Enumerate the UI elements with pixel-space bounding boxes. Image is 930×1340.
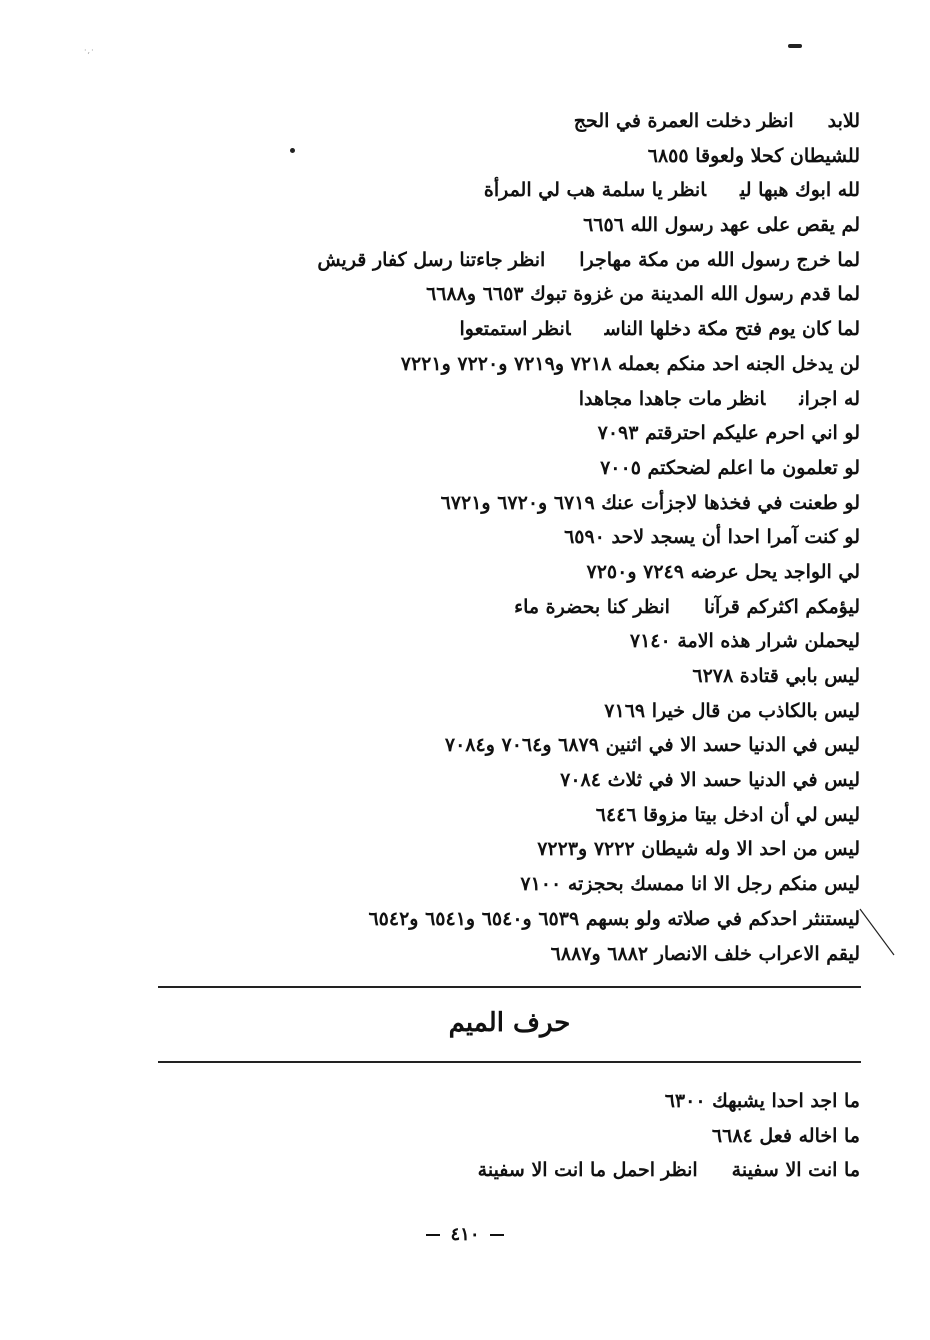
index-entry [170, 347, 860, 382]
section-rule-bottom [158, 1061, 861, 1063]
section-rule-top [158, 986, 861, 988]
entry-text: ليس من احد الا وله شيطان ٧٢٢٢ و٧٢٢٣ [537, 838, 860, 861]
see-word: انظر [533, 318, 571, 341]
section-heading: حرف الميم [448, 1008, 571, 1038]
index-entry [170, 1153, 860, 1188]
index-entry [170, 832, 860, 867]
index-entry [170, 659, 860, 694]
index-entry [170, 555, 860, 590]
entry-text: لو اني احرم عليكم احترقتم ٧٠٩٣ [597, 422, 860, 445]
page-number [0, 1220, 930, 1250]
see-reference: مات جاهدا مجاهدا [578, 387, 723, 410]
index-entry [170, 763, 860, 798]
index-entry [170, 937, 860, 972]
entry-text: لما خرج رسول الله من مكة مهاجرا [579, 248, 860, 271]
entry-text: ما انت الا سفينة [731, 1159, 860, 1182]
top-ink-mark [788, 44, 802, 48]
entry-text: لم يقص على عهد رسول الله ٦٦٥٦ [583, 214, 860, 237]
index-entry [170, 208, 860, 243]
dash-left [490, 1234, 504, 1236]
entry-text: ليس لي أن ادخل بيتا مزوقا ٦٤٤٦ [595, 803, 860, 826]
see-word: انظر [668, 179, 707, 202]
entry-text: ليس في الدنيا حسد الا في ثلاث ٧٠٨٤ [560, 769, 860, 792]
entry-text: لو كنت آمرا احدا أن يسجد لاحد ٦٥٩٠ [564, 526, 860, 549]
index-entry [170, 1119, 860, 1154]
entry-text: ما اخاله فعل ٦٦٨٤ [711, 1124, 860, 1147]
see-word: انظر [508, 248, 546, 271]
see-reference: احمل ما انت الا سفينة [477, 1159, 656, 1182]
corner-scan-mark: ·,· [84, 46, 95, 55]
see-word: انظر [728, 387, 766, 410]
page-number-value: ٤١٠ [450, 1224, 480, 1245]
index-entry [170, 173, 860, 208]
see-reference: جاءتنا رسل كفار قريش [317, 248, 503, 271]
entry-text: لن يدخل الجنه احد منكم بعمله ٧٢١٨ و٧٢١٩ و٧٢٢٠ و٧٢٢١ [400, 352, 860, 375]
index-entry [170, 867, 860, 902]
index-entries-mim [170, 1084, 860, 1188]
entry-text: لما قدم رسول الله المدينة من غزوة تبوك ٦٦٥٣ و٦٦٨٨ [426, 283, 860, 306]
index-entry [170, 590, 860, 625]
margin-pen-stroke [858, 905, 898, 965]
entry-text: ليس بالكاذب من قال خيرا ٧١٦٩ [604, 699, 860, 722]
entry-text: ليس منكم رجل الا انا ممسك بحجزته ٧١٠٠ [520, 873, 860, 896]
entry-text: لله ابوك هبها لي [740, 179, 860, 202]
index-entries-lam [170, 104, 860, 971]
index-entry [170, 104, 860, 139]
see-reference: يا سلمة هب لي المرأة [483, 179, 663, 202]
see-word: انظر [633, 595, 670, 618]
index-entry [170, 694, 860, 729]
entry-text: لو تعلمون ما اعلم لضحكتم ٧٠٠٥ [600, 456, 860, 479]
see-reference: كنا بحضرة ماء [514, 595, 628, 618]
see-reference: استمتعوا [459, 318, 528, 341]
entry-text: ليقم الاعراب خلف الانصار ٦٨٨٢ و٦٨٨٧ [550, 942, 860, 965]
entry-text: ليحملن شرار هذه الامة ٧١٤٠ [629, 630, 860, 653]
index-entry [170, 312, 860, 347]
entry-text: للشيطان كحلا ولعوقا ٦٨٥٥ [647, 144, 860, 167]
index-entry [170, 139, 860, 174]
index-entry [170, 416, 860, 451]
see-word: انظر [661, 1159, 698, 1182]
entry-text: ليستنثر احدكم في صلاته ولو بسهم ٦٥٣٩ و٦٥٤٠ و٦٥٤١ و٦٥٤٢ [368, 907, 860, 930]
dash-right [426, 1234, 440, 1236]
index-entry [170, 277, 860, 312]
entry-text: للابد [827, 110, 860, 132]
see-reference: دخلت العمرة في الحج [573, 110, 751, 132]
index-entry [170, 382, 860, 417]
entry-text: له اجران [799, 387, 860, 410]
entry-text: لما كان يوم فتح مكة دخلها الناس [604, 318, 860, 341]
index-entry [170, 728, 860, 763]
entry-text: لي الواجد يحل عرضه ٧٢٤٩ و٧٢٥٠ [586, 560, 860, 583]
index-entry [170, 1084, 860, 1119]
index-entry [170, 243, 860, 278]
see-word: انظر [756, 110, 794, 132]
index-entry [170, 902, 860, 937]
entry-text: لو طعنت في فخذها لاجزأت عنك ٦٧١٩ و٦٧٢٠ و٦٧٢١ [440, 491, 860, 514]
entry-text: ليؤمكم اكثركم قرآنا [703, 595, 860, 618]
index-entry [170, 486, 860, 521]
index-entry [170, 520, 860, 555]
entry-text: ليس بابي قتادة ٦٢٧٨ [692, 665, 860, 687]
index-entry [170, 624, 860, 659]
index-entry [170, 798, 860, 833]
entry-text: ما اجد احدا يشبهك ٦٣٠٠ [664, 1090, 860, 1112]
entry-text: ليس في الدنيا حسد الا في اثنين ٦٨٧٩ و٧٠٦٤ و٧٠٨٤ [444, 734, 860, 757]
index-entry [170, 451, 860, 486]
